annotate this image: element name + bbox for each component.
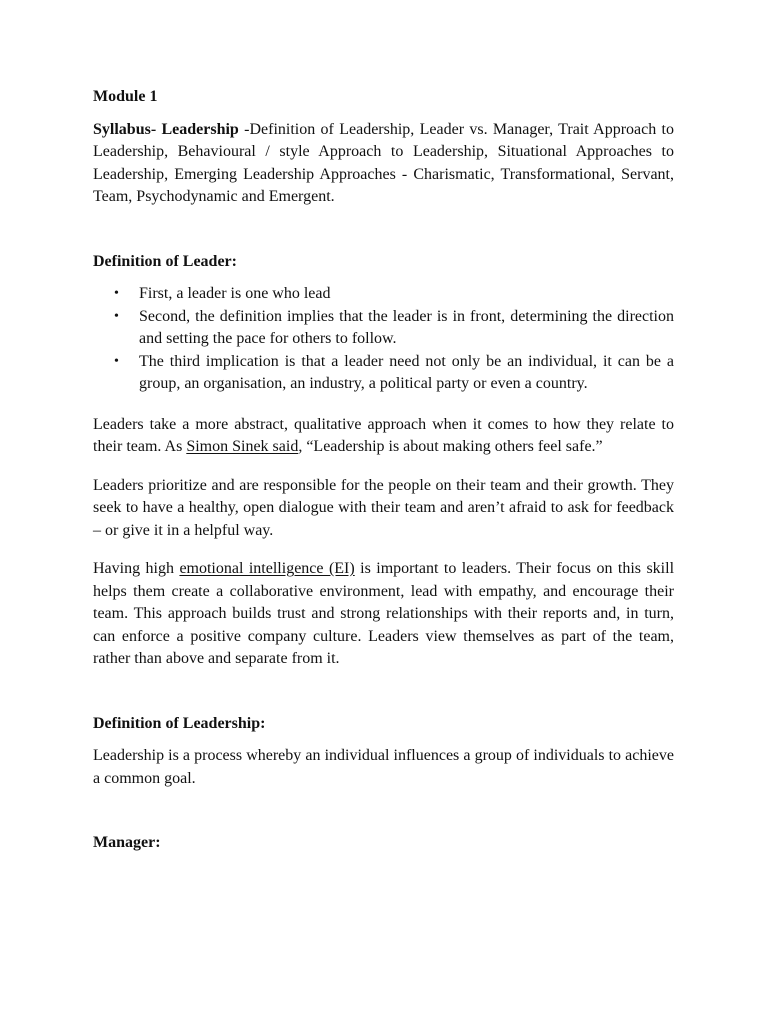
- list-item: [93, 283, 674, 306]
- list-item: [93, 351, 674, 396]
- leadership-definition-heading: Definition of Leadership:: [93, 714, 266, 732]
- leader-paragraph-3: [93, 558, 674, 671]
- list-item-text: The third implication is that a leader need not only be an individual, it can be a group, an organisation, an industry, a political party or even a country.: [139, 352, 674, 392]
- paragraph-text: , “Leadership is about making others feel safe.”: [298, 438, 603, 455]
- leader-paragraph-2: Leaders prioritize and are responsible for the people on their team and their growth. They seek to have a healthy, open dialogue with their team and aren’t afraid to ask for feedback – or give it in a helpful way.: [93, 476, 674, 539]
- emotional-intelligence-link[interactable]: emotional intelligence (EI): [179, 560, 355, 577]
- paragraph-text: Leaders take a more abstract, qualitative approach when it comes to how they relate to their team. As: [93, 415, 674, 455]
- leader-definition-heading: Definition of Leader:: [93, 252, 237, 270]
- list-item: [93, 306, 674, 351]
- paragraph-text: is important to leaders. Their focus on this skill helps them create a collaborative environment, lead with empathy, and encourage their team. This approach builds trust and strong relationships with their reports and, in turn, can enforce a positive company culture. Leaders view themselves as part of the team, rather than above and separate from it.: [93, 560, 675, 667]
- paragraph-text: Having high: [93, 560, 180, 577]
- list-item-text: First, a leader is one who lead: [139, 285, 331, 302]
- simon-sinek-link[interactable]: Simon Sinek said: [186, 438, 299, 455]
- syllabus-label: Syllabus- Leadership: [93, 120, 239, 138]
- document-page: [93, 86, 674, 855]
- list-item-text: Second, the definition implies that the leader is in front, determining the direction and setting the pace for others to follow.: [139, 307, 674, 347]
- module-title: Module 1: [93, 88, 158, 105]
- syllabus-paragraph: [93, 119, 674, 209]
- manager-heading: Manager:: [93, 834, 161, 851]
- leader-bullet-list: [93, 283, 674, 396]
- bullet-icon: •: [114, 353, 119, 369]
- syllabus-text: -Definition of Leadership, Leader vs. Manager, Trait Approach to Leadership, Behavioural / style Approach to Leadership, Situational Approaches to Leadership, Emerging Leadership Approaches - Charismatic, Transformational, Servant, Team, Psychodynamic and Emergent.: [93, 120, 674, 205]
- bullet-icon: •: [114, 308, 119, 324]
- leader-paragraph-1: [93, 414, 674, 459]
- leadership-definition-text: Leadership is a process whereby an individual influences a group of individuals to achieve a common goal.: [93, 747, 674, 787]
- bullet-icon: •: [114, 286, 119, 301]
